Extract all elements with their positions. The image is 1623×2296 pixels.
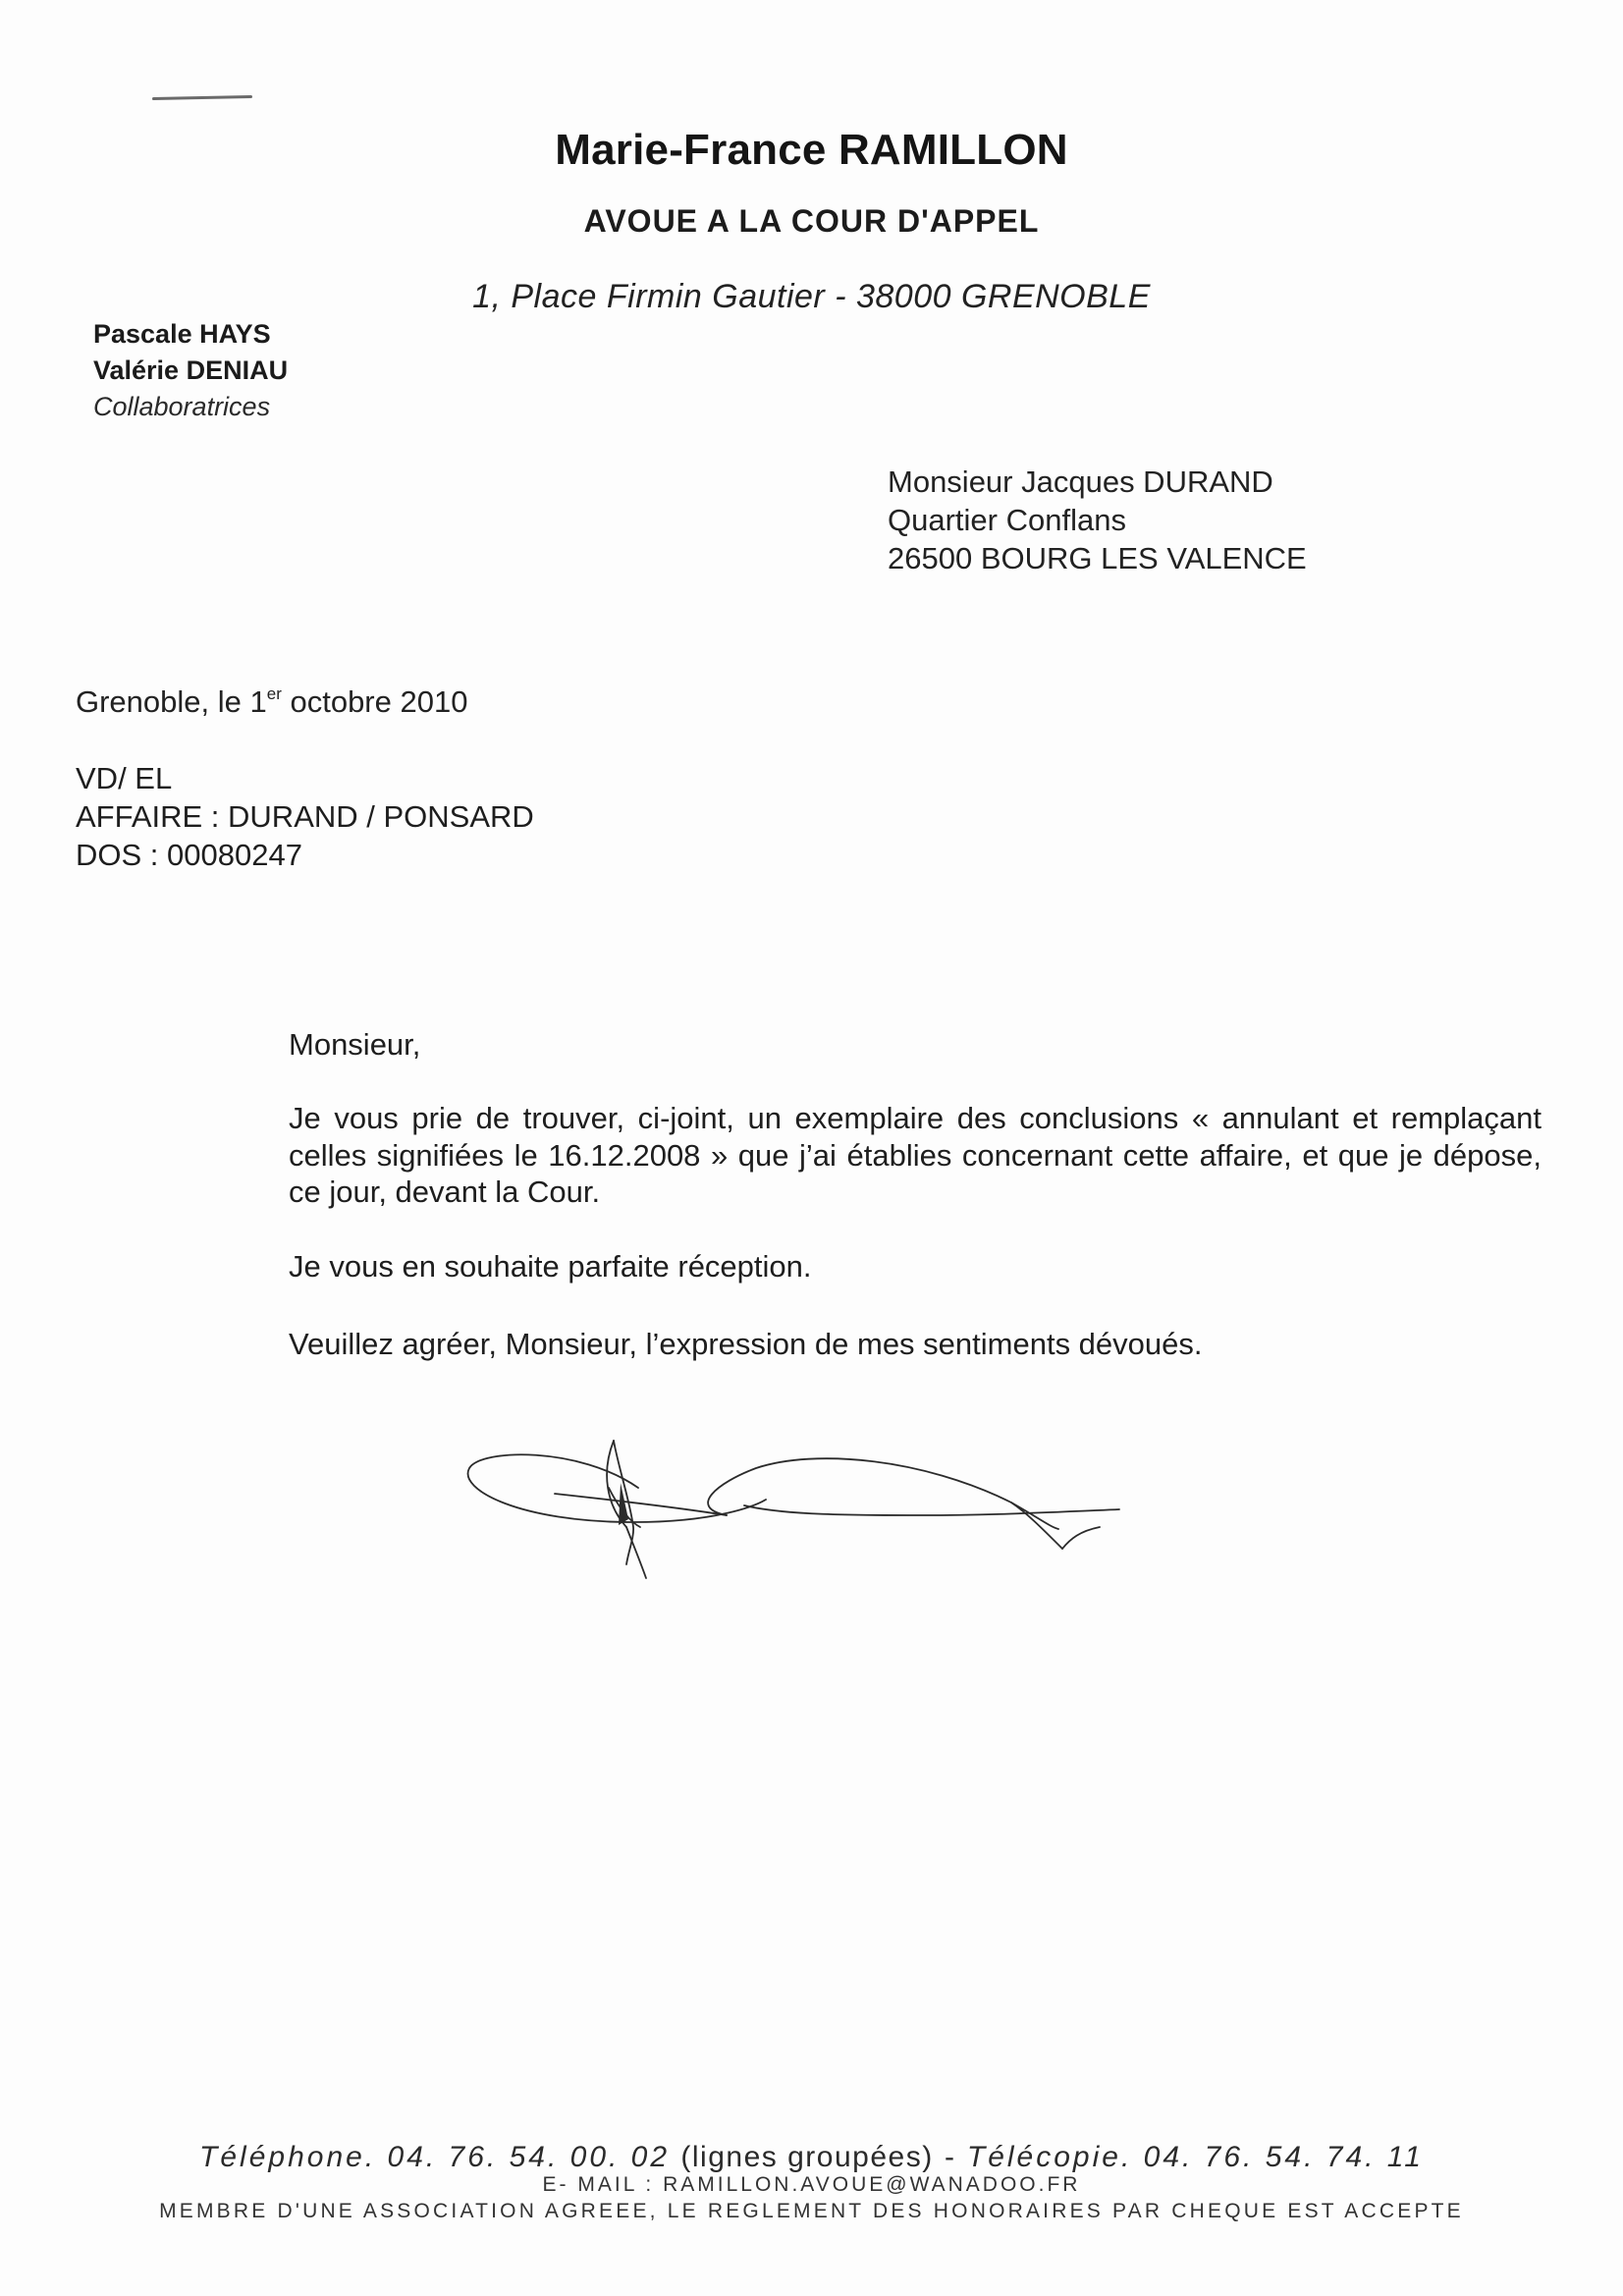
recipient-city: 26500 BOURG LES VALENCE (888, 541, 1307, 575)
body-paragraph: Je vous prie de trouver, ci-joint, un exemplaire des conclusions « annulant et remplaçant celles signifiées le 16.12.2008 » que j’ai établies concernant cette affaire, et que je dépose, ce jour, devant la Cour. (289, 1101, 1542, 1209)
scan-mark (152, 95, 252, 100)
handwritten-signature (461, 1429, 1129, 1596)
collaborator-name: Pascale HAYS (93, 319, 271, 349)
footer-membership: MEMBRE D'UNE ASSOCIATION AGREEE, LE REGLEMENT DES HONORAIRES PAR CHEQUE EST ACCEPTE (159, 2200, 1464, 2222)
footer-separator: - (945, 2141, 956, 2173)
footer-email: E- MAIL : RAMILLON.AVOUE@WANADOO.FR (542, 2173, 1081, 2196)
body-paragraph: Je vous en souhaite parfaite réception. (289, 1249, 812, 1284)
fax-number: 04. 76. 54. 74. 11 (1143, 2141, 1424, 2173)
date-suffix: octobre 2010 (281, 684, 468, 719)
collaborator-name: Valérie DENIAU (93, 355, 289, 385)
recipient-name: Monsieur Jacques DURAND (888, 465, 1273, 499)
references-block (76, 759, 534, 874)
phone-label: Téléphone. (199, 2141, 377, 2173)
phone-number: 04. 76. 54. 00. 02 (387, 2141, 671, 2173)
date-superscript: er (266, 684, 282, 703)
sender-address: 1, Place Firmin Gautier - 38000 GRENOBLE (472, 278, 1151, 315)
salutation: Monsieur, (289, 1027, 421, 1062)
recipient-street: Quartier Conflans (888, 503, 1126, 537)
sender-name: Marie-France RAMILLON (555, 126, 1068, 174)
collaborators-block (93, 316, 288, 425)
reference-initials: VD/ EL (76, 761, 173, 795)
reference-affaire: AFFAIRE : DURAND / PONSARD (76, 799, 534, 834)
reference-dossier: DOS : 00080247 (76, 838, 302, 872)
recipient-address (888, 463, 1307, 577)
letter-date (76, 684, 467, 720)
sender-office: AVOUE A LA COUR D'APPEL (583, 203, 1040, 239)
date-prefix: Grenoble, le 1 (76, 684, 267, 719)
fax-label: Télécopie. (966, 2141, 1133, 2173)
phone-note: (lignes groupées) (680, 2141, 934, 2173)
collaborators-role: Collaboratrices (93, 392, 271, 421)
footer-contact-line (0, 2141, 1623, 2174)
closing-formula: Veuillez agréer, Monsieur, l’expression de mes sentiments dévoués. (289, 1327, 1203, 1361)
